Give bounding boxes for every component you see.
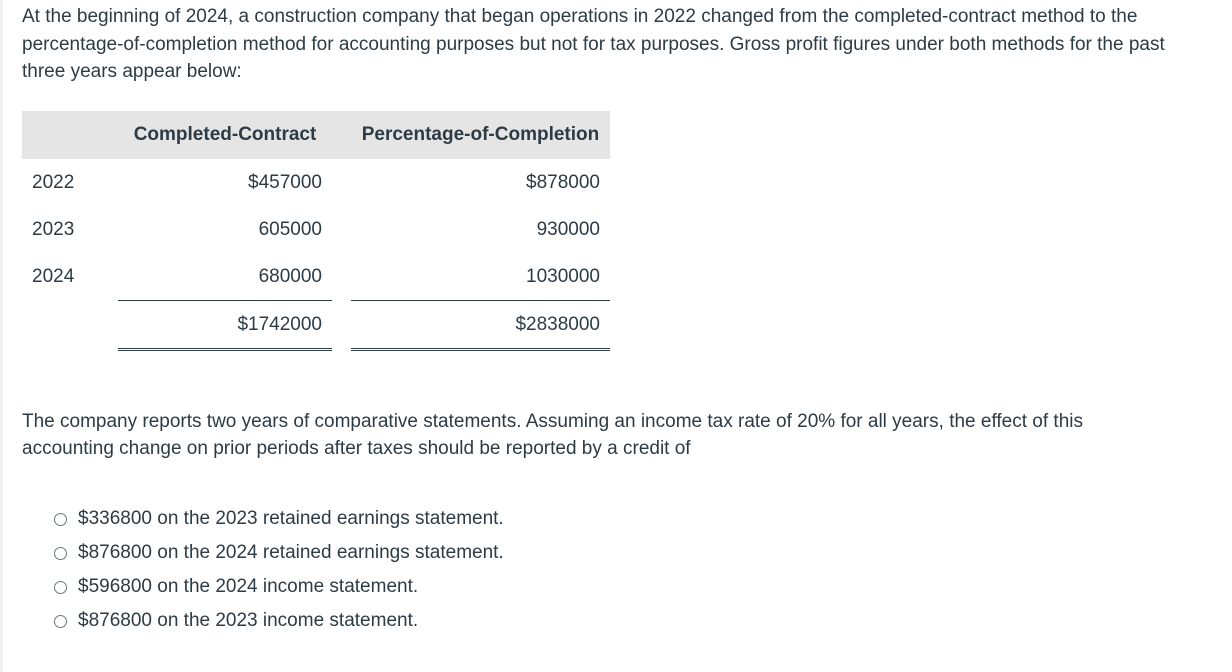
answer-option[interactable] [54, 536, 504, 570]
answer-option-label: $336800 on the 2023 retained earnings statement. [78, 508, 504, 529]
header-completed-contract: Completed-Contract [118, 111, 332, 159]
radio-button[interactable] [54, 513, 67, 526]
answer-option[interactable] [54, 604, 504, 638]
row-percentage-of-completion: 930000 [536, 218, 600, 240]
answer-options [54, 502, 504, 638]
answer-option-label: $876800 on the 2023 income statement. [78, 610, 419, 631]
row-year: 2024 [32, 265, 75, 287]
table-total-row [22, 301, 610, 350]
row-percentage-of-completion: $878000 [526, 171, 600, 193]
row-completed-contract: 605000 [258, 218, 322, 240]
total-completed-contract: $1742000 [118, 301, 332, 350]
answer-option[interactable] [54, 502, 504, 536]
question-text: The company reports two years of comparative statements. Assuming an income tax rate of 20% for all years, the effect of this accounting change on prior periods after taxes should be reported by a credit of [22, 411, 1083, 459]
problem-intro: At the beginning of 2024, a construction company that began operations in 2022 changed from the completed-contract method to the percentage-of-completion method for accounting purposes but not for tax purposes. Gross profit figures under both methods for the past three years appear below: [22, 6, 1165, 82]
header-gap [332, 111, 351, 159]
header-percentage-of-completion: Percentage-of-Completion [351, 111, 610, 159]
radio-button[interactable] [54, 581, 67, 594]
row-year: 2022 [32, 171, 75, 193]
table-row [22, 159, 610, 206]
total-percentage-of-completion: $2838000 [351, 301, 610, 350]
header-year [22, 111, 118, 159]
answer-option-label: $596800 on the 2024 income statement. [78, 576, 419, 597]
radio-button[interactable] [54, 547, 67, 560]
gross-profit-table [22, 111, 610, 351]
radio-button[interactable] [54, 615, 67, 628]
row-completed-contract: $457000 [248, 171, 322, 193]
table-row [22, 206, 610, 253]
answer-option-label: $876800 on the 2024 retained earnings statement. [78, 542, 504, 563]
table-header-row [22, 111, 610, 159]
answer-option[interactable] [54, 570, 504, 604]
row-percentage-of-completion: 1030000 [351, 253, 610, 301]
row-completed-contract: 680000 [118, 253, 332, 301]
left-border [0, 0, 3, 672]
table-row [22, 253, 610, 301]
row-year: 2023 [32, 218, 75, 240]
